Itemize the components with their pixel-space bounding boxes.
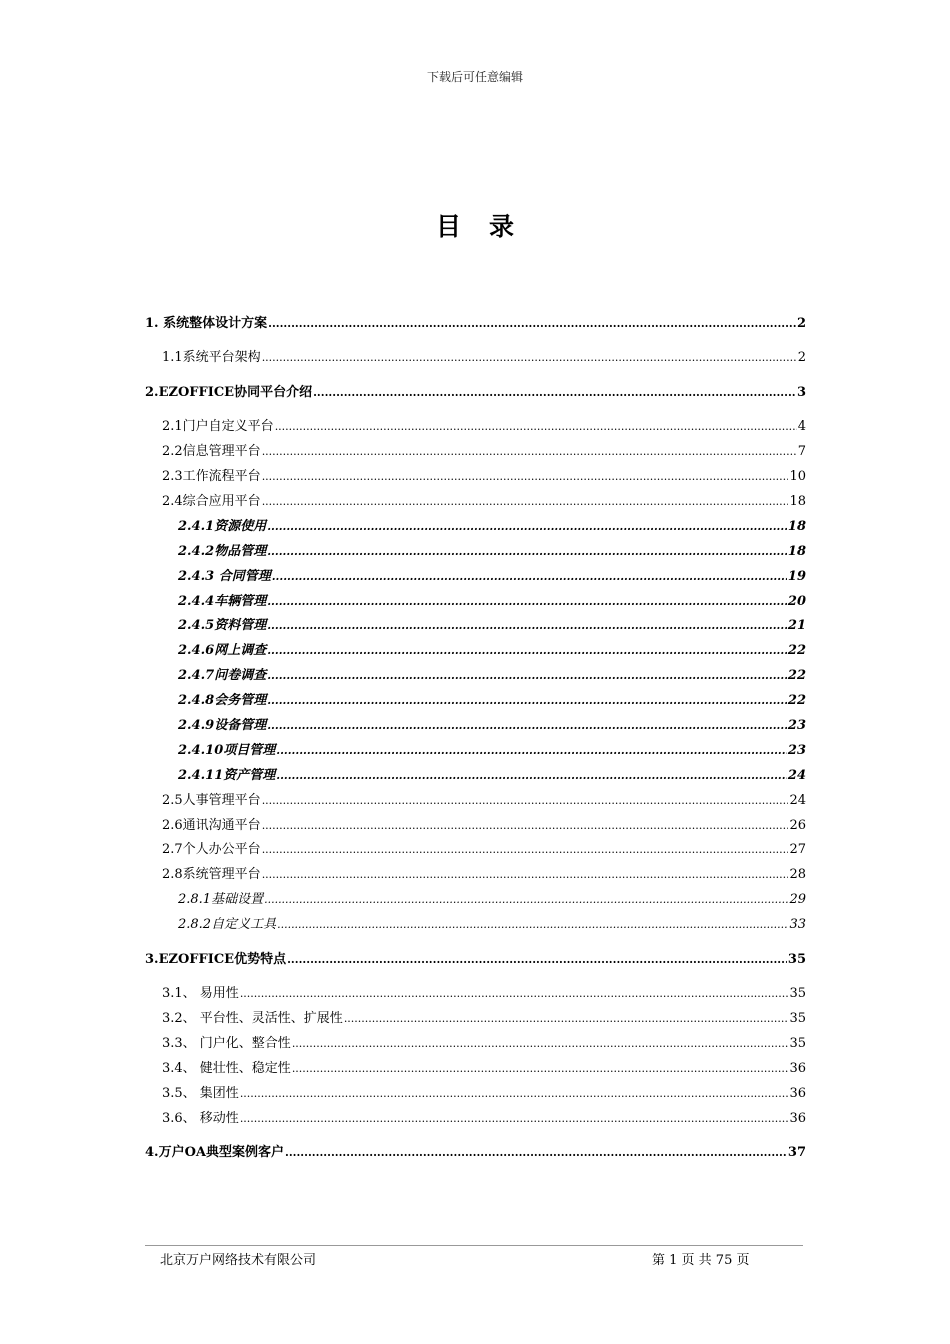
toc-entry-page: 22: [787, 643, 806, 658]
toc-entry[interactable]: [178, 913, 806, 933]
toc-entry[interactable]: [162, 1082, 806, 1102]
toc-entry[interactable]: [178, 590, 806, 610]
toc-entry-label: 3.6、 移动性: [162, 1111, 239, 1126]
toc-entry-label: 2.8.1基础设置: [178, 892, 264, 907]
toc-entry-label: 2.4.6网上调查: [178, 643, 267, 658]
toc-entry-page: 33: [789, 917, 806, 932]
toc-entry-label: 2.4.5资料管理: [178, 618, 267, 633]
toc-entry-label: 2.8.2自定义工具: [178, 917, 277, 932]
toc-entry[interactable]: [178, 540, 806, 560]
toc-dot-leader: [267, 594, 787, 609]
toc-entry-label: 2.EZOFFICE协同平台介绍: [145, 385, 313, 400]
toc-entry-page: 2: [797, 350, 806, 365]
toc-dot-leader: [344, 1011, 789, 1026]
toc-entry-page: 35: [789, 986, 806, 1001]
toc-dot-leader: [262, 867, 789, 882]
toc-entry-page: 3: [796, 385, 806, 400]
toc-dot-leader: [240, 1086, 789, 1101]
toc-entry-page: 18: [789, 494, 806, 509]
toc-dot-leader: [292, 1061, 789, 1076]
toc-entry-page: 18: [787, 519, 806, 534]
toc-entry-page: 24: [787, 768, 806, 783]
toc-entry[interactable]: [178, 739, 806, 759]
toc-dot-leader: [267, 643, 787, 658]
toc-entry-label: 2.6通讯沟通平台: [162, 818, 261, 833]
toc-dot-leader: [276, 743, 787, 758]
toc-entry-page: 7: [797, 444, 806, 459]
toc-entry[interactable]: [162, 346, 806, 366]
toc-entry-page: 36: [789, 1061, 806, 1076]
toc-entry-page: 2: [796, 316, 806, 331]
toc-entry[interactable]: [178, 639, 806, 659]
toc-dot-leader: [240, 1111, 789, 1126]
toc-entry-page: 20: [787, 594, 806, 609]
toc-entry-page: 18: [787, 544, 806, 559]
toc-entry[interactable]: [178, 664, 806, 684]
toc-dot-leader: [267, 618, 787, 633]
toc-entry[interactable]: [162, 982, 806, 1002]
toc-entry[interactable]: [145, 1141, 806, 1161]
toc-entry-label: 3.3、 门户化、整合性: [162, 1036, 291, 1051]
toc-entry[interactable]: [162, 465, 806, 485]
toc-entry[interactable]: [178, 714, 806, 734]
page-title: 目录: [435, 212, 542, 241]
toc-entry-label: 2.8系统管理平台: [162, 867, 261, 882]
footer-page-info: 第 1 页 共 75 页: [652, 1253, 750, 1268]
toc-dot-leader: [292, 1036, 789, 1051]
toc-entry[interactable]: [178, 565, 806, 585]
toc-dot-leader: [262, 494, 789, 509]
toc-entry-label: 1. 系统整体设计方案: [145, 316, 268, 331]
toc-entry[interactable]: [162, 1007, 806, 1027]
toc-dot-leader: [240, 986, 789, 1001]
toc-dot-leader: [313, 385, 796, 400]
toc-entry-page: 35: [787, 952, 806, 967]
toc-entry[interactable]: [145, 381, 806, 401]
toc-entry-page: 35: [789, 1036, 806, 1051]
toc-entry[interactable]: [162, 1057, 806, 1077]
toc-dot-leader: [262, 793, 789, 808]
toc-dot-leader: [262, 469, 789, 484]
toc-entry[interactable]: [162, 789, 806, 809]
toc-dot-leader: [276, 768, 787, 783]
toc-dot-leader: [285, 1145, 787, 1160]
page-header-note: 下载后可任意编辑: [426, 70, 523, 84]
toc-entry-label: 2.5人事管理平台: [162, 793, 261, 808]
toc-entry-label: 2.4.3 合同管理: [178, 569, 271, 584]
toc-entry-page: 36: [789, 1086, 806, 1101]
toc-dot-leader: [267, 693, 787, 708]
toc-dot-leader: [277, 917, 788, 932]
toc-entry-page: 22: [787, 693, 806, 708]
toc-entry-label: 3.2、 平台性、灵活性、扩展性: [162, 1011, 343, 1026]
toc-dot-leader: [262, 444, 797, 459]
toc-dot-leader: [267, 519, 787, 534]
toc-entry-label: 3.4、 健壮性、稳定性: [162, 1061, 291, 1076]
toc-entry[interactable]: [162, 1032, 806, 1052]
toc-entry-label: 2.7个人办公平台: [162, 842, 261, 857]
toc-entry[interactable]: [162, 490, 806, 510]
toc-entry-label: 2.3工作流程平台: [162, 469, 261, 484]
toc-entry-label: 2.4.2物品管理: [178, 544, 267, 559]
toc-entry-page: 36: [789, 1111, 806, 1126]
toc-dot-leader: [267, 668, 787, 683]
toc-dot-leader: [262, 818, 789, 833]
toc-dot-leader: [272, 569, 787, 584]
toc-entry-page: 28: [789, 867, 806, 882]
toc-entry-label: 2.4.4车辆管理: [178, 594, 267, 609]
toc-entry-label: 2.4.1资源使用: [178, 519, 267, 534]
toc-entry-label: 2.2信息管理平台: [162, 444, 261, 459]
toc-entry[interactable]: [145, 312, 806, 332]
toc-entry-label: 3.EZOFFICE优势特点: [145, 952, 287, 967]
toc-entry-label: 2.4.9设备管理: [178, 718, 267, 733]
toc-entry-page: 24: [789, 793, 806, 808]
toc-entry-page: 35: [789, 1011, 806, 1026]
toc-entry[interactable]: [178, 614, 806, 634]
toc-entry-page: 21: [787, 618, 806, 633]
toc-entry[interactable]: [178, 888, 806, 908]
toc-dot-leader: [267, 544, 787, 559]
toc-entry-page: 10: [789, 469, 806, 484]
toc-entry[interactable]: [145, 948, 806, 968]
toc-entry-page: 29: [789, 892, 806, 907]
toc-entry[interactable]: [162, 863, 806, 883]
footer-divider: [145, 1245, 803, 1246]
toc-dot-leader: [267, 718, 787, 733]
toc-entry-page: 27: [789, 842, 806, 857]
toc-entry-page: 4: [797, 419, 806, 434]
toc-dot-leader: [262, 350, 797, 365]
toc-entry-page: 19: [787, 569, 806, 584]
toc-entry-label: 2.4.10项目管理: [178, 743, 276, 758]
toc-entry-label: 2.4.7问卷调查: [178, 668, 267, 683]
toc-entry[interactable]: [178, 689, 806, 709]
toc-entry[interactable]: [178, 515, 806, 535]
toc-entry-label: 2.4.8会务管理: [178, 693, 267, 708]
toc-entry-page: 37: [787, 1145, 806, 1160]
toc-entry-label: 3.1、 易用性: [162, 986, 239, 1001]
toc-entry-label: 1.1系统平台架构: [162, 350, 261, 365]
toc-entry[interactable]: [162, 415, 806, 435]
toc-entry[interactable]: [178, 764, 806, 784]
toc-dot-leader: [264, 892, 788, 907]
toc-entry-page: 22: [787, 668, 806, 683]
toc-dot-leader: [275, 419, 797, 434]
toc-entry-label: 4.万户OA典型案例客户: [145, 1145, 284, 1160]
toc-dot-leader: [262, 842, 789, 857]
toc-entry[interactable]: [162, 1107, 806, 1127]
toc-entry-page: 23: [787, 743, 806, 758]
footer-company: 北京万户网络技术有限公司: [160, 1253, 317, 1268]
toc-entry-page: 23: [787, 718, 806, 733]
toc-entry[interactable]: [162, 814, 806, 834]
toc-dot-leader: [287, 952, 787, 967]
toc-entry-label: 2.4综合应用平台: [162, 494, 261, 509]
toc-entry-page: 26: [789, 818, 806, 833]
toc-dot-leader: [268, 316, 796, 331]
toc-entry[interactable]: [162, 440, 806, 460]
toc-entry[interactable]: [162, 838, 806, 858]
toc-entry-label: 3.5、 集团性: [162, 1086, 239, 1101]
toc-entry-label: 2.4.11资产管理: [178, 768, 276, 783]
toc-entry-label: 2.1门户自定义平台: [162, 419, 274, 434]
